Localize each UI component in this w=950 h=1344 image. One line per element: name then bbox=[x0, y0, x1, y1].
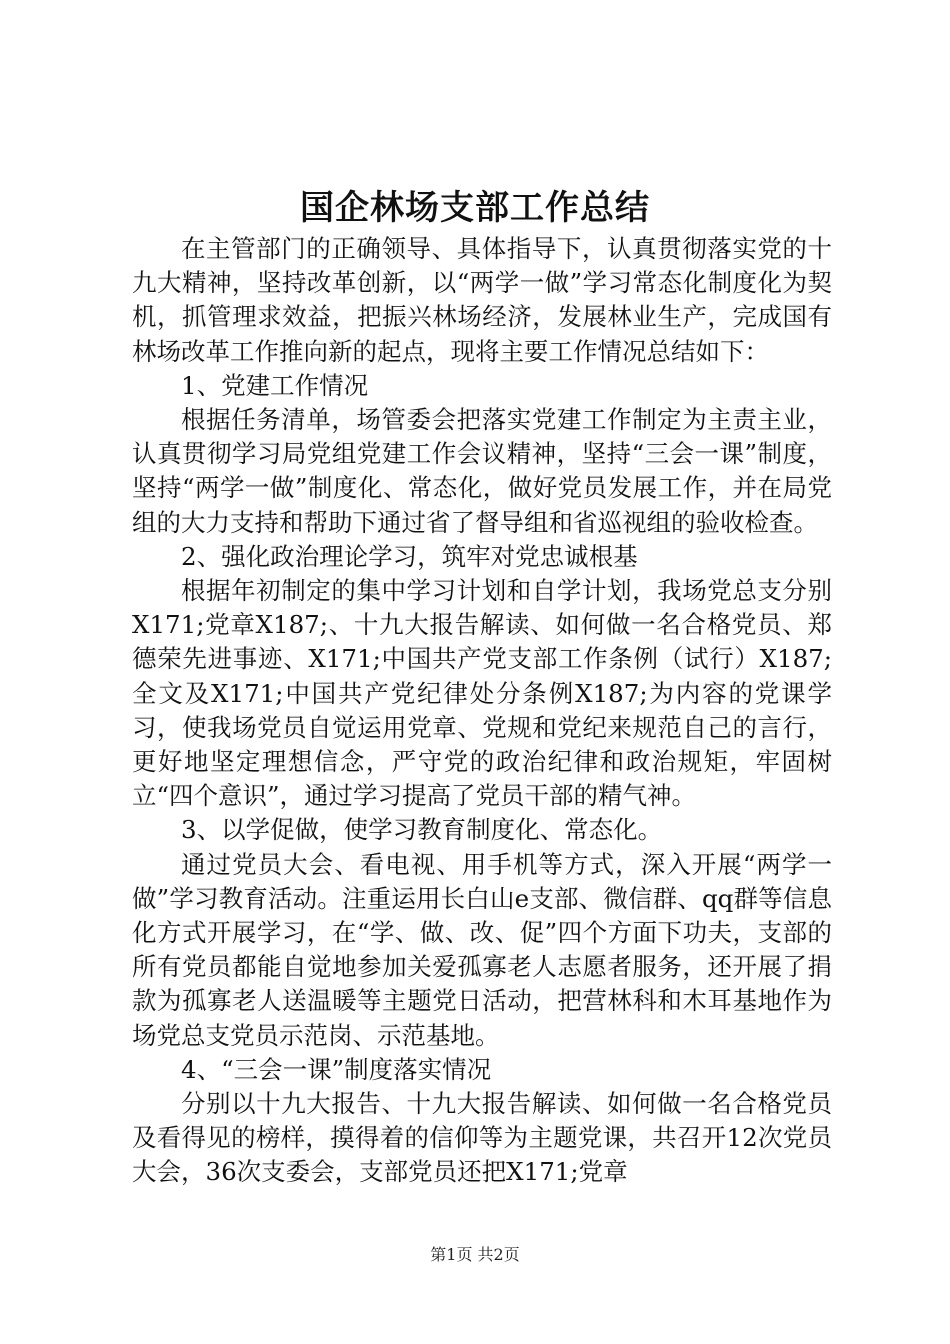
section-heading-4: 4、“三会一课”制度落实情况 bbox=[181, 1054, 492, 1084]
intro-paragraph: 在主管部门的正确领导、具体指导下，认真贯彻落实党的十九大精神，坚持改革创新，以“两学一做”学习常态化制度化为契机，抓管理求效益，把振兴林场经济，发展林业生产，完成国有林场改革工作推向新的起点，现将主要工作情况总结如下： bbox=[132, 234, 832, 366]
section-heading-1: 1、党建工作情况 bbox=[181, 370, 369, 400]
document-body bbox=[132, 232, 832, 1190]
section-heading-3: 3、以学促做，使学习教育制度化、常态化。 bbox=[181, 815, 663, 845]
section-heading-2: 2、强化政治理论学习，筑牢对党忠诚根基 bbox=[181, 541, 638, 571]
page-number-footer: 第1页 共2页 bbox=[430, 1245, 520, 1264]
section-paragraph-2: 根据年初制定的集中学习计划和自学计划，我场党总支分别X171;党章X187;、十九大报告解读、如何做一名合格党员、郑德荣先进事迹、X171;中国共产党支部工作条例（试行）X187;全文及X171;中国共产党纪律处分条例X187;为内容的党课学习，使我场党员自觉运用党章、党规和党纪来规范自己的言行，更好地坚定理想信念，严守党的政治纪律和政治规矩，牢固树立“四个意识”，通过学习提高了党员干部的精气神。 bbox=[132, 576, 832, 811]
section-paragraph-3: 通过党员大会、看电视、用手机等方式，深入开展“两学一做”学习教育活动。注重运用长白山e支部、微信群、qq群等信息化方式开展学习，在“学、做、改、促”四个方面下功夫，支部的所有党员都能自觉地参加关爱孤寡老人志愿者服务，还开展了捐款为孤寡老人送温暖等主题党日活动，把营林科和木耳基地作为场党总支党员示范岗、示范基地。 bbox=[132, 849, 832, 1050]
section-paragraph-4: 分别以十九大报告、十九大报告解读、如何做一名合格党员及看得见的榜样，摸得着的信仰等为主题党课，共召开12次党员大会，36次支委会，支部党员还把X171;党章 bbox=[132, 1089, 832, 1187]
section-paragraph-1: 根据任务清单，场管委会把落实党建工作制定为主责主业，认真贯彻学习局党组党建工作会议精神，坚持“三会一课”制度，坚持“两学一做”制度化、常态化，做好党员发展工作，并在局党组的大力支持和帮助下通过省了督导组和省巡视组的验收检查。 bbox=[132, 405, 832, 537]
document-title: 国企林场支部工作总结 bbox=[300, 188, 650, 228]
